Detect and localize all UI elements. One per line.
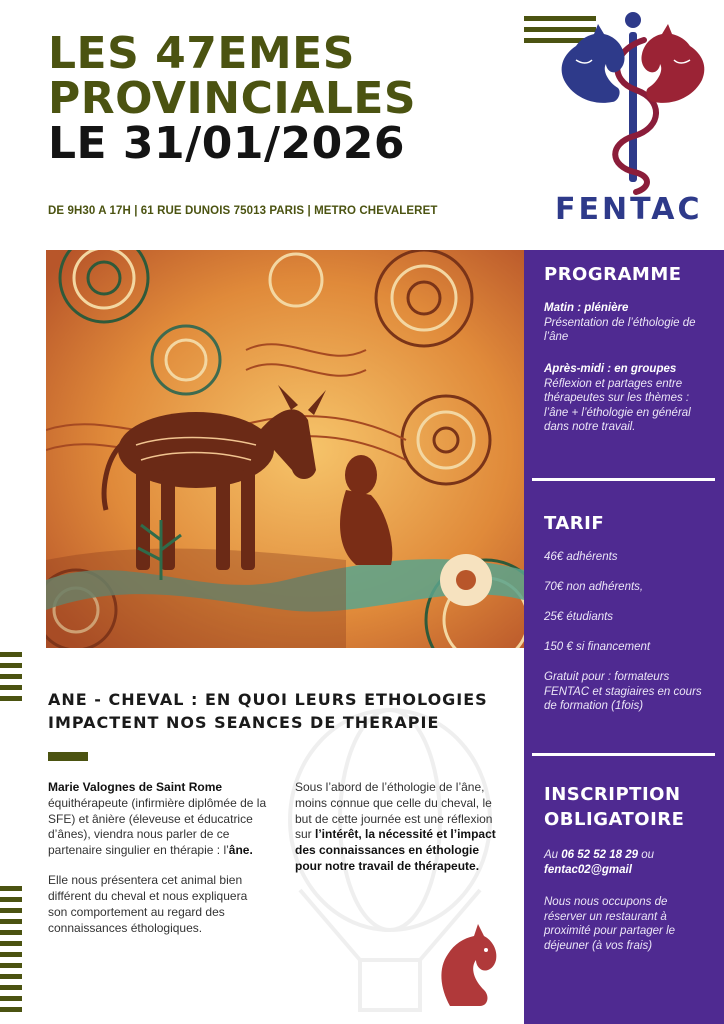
event-date: LE 31/01/2026	[48, 117, 405, 169]
speaker-name: Marie Valognes de Saint Rome	[48, 780, 223, 794]
contact-or: ou	[638, 849, 655, 861]
programme-morning-label: Matin : plénière	[544, 302, 629, 314]
contact-email[interactable]: fentac02@gmail	[544, 863, 632, 876]
decorative-stripes-bottom	[0, 886, 22, 1012]
section-title-line-2: IMPACTENT NOS SEANCES DE THERAPIE	[48, 713, 440, 733]
speaker-description: équithérapeute (infirmière diplômée de la SFE) et ânière (éleveuse et éducatrice d’ânes), viendra nous parler de ce partenaire singulier en thérapie : l’	[48, 795, 267, 858]
tarif-free: Gratuit pour : formateurs FENTAC et stagiaires en cours de formation (1fois)	[544, 671, 702, 713]
programme-morning	[544, 301, 712, 345]
section-title-line-1: ANE - CHEVAL : EN QUOI LEURS ETHOLOGIES	[48, 690, 488, 709]
tarif-item: 70€ non adhérents,	[544, 581, 644, 593]
contact-prefix: Au	[544, 849, 562, 861]
event-title	[48, 28, 417, 169]
inscription-heading	[544, 782, 684, 832]
inscription-heading-line-2: OBLIGATOIRE	[544, 809, 685, 831]
fentac-logo-text: FENTAC	[555, 192, 703, 227]
donkey-artwork-image	[46, 250, 524, 648]
tarif-item: 150 € si financement	[544, 641, 651, 653]
title-line-2: PROVINCIALES	[48, 72, 417, 124]
purpose-text: Sous l’abord de l’éthologie de l’âne, moins connue que celle du cheval, le but de cette journée est une réflexion sur	[295, 780, 493, 842]
speaker-column	[48, 780, 268, 950]
purpose-column	[295, 780, 505, 889]
accent-bar	[48, 752, 88, 761]
title-line-1: LES 47EMES	[48, 28, 355, 79]
divider	[532, 478, 715, 481]
inscription-heading-line-1: INSCRIPTION	[544, 784, 681, 805]
contact-phone[interactable]: 06 52 52 18 29	[561, 849, 639, 861]
purpose-highlight: l’intérêt, la nécessité et l’impact des connaissances en éthologie pour notre travail de thérapeute.	[295, 827, 496, 874]
event-info: DE 9H30 A 17H | 61 RUE DUNOIS 75013 PARIS | METRO CHEVALERET	[48, 205, 438, 217]
tarif-item: 25€ étudiants	[544, 611, 614, 623]
programme-afternoon	[544, 362, 712, 435]
decorative-stripes-left	[0, 652, 22, 701]
speaker-presentation: Elle nous présentera cet animal bien différent du cheval et nous expliquera son comportement au regard des connaissances éthologiques.	[48, 873, 248, 935]
programme-afternoon-label: Après-midi : en groupes	[544, 363, 677, 375]
tarif-heading: TARIF	[544, 513, 605, 534]
info-sidebar	[524, 250, 724, 1024]
tarif-item: 46€ adhérents	[544, 551, 618, 563]
inscription-note: Nous nous occupons de réserver un restaurant à proximité pour partager le déjeuner (à vos frais)	[544, 896, 676, 952]
programme-heading: PROGRAMME	[544, 264, 682, 285]
programme-morning-text: Présentation de l’éthologie de l’âne	[544, 316, 696, 344]
divider	[532, 753, 715, 756]
section-title	[48, 688, 488, 734]
programme-afternoon-text: Réflexion et partages entre thérapeutes sur les thèmes : l’âne + l’éthologie en général dans notre travail.	[544, 377, 691, 434]
inscription-contact	[544, 848, 712, 877]
horse-head-icon	[430, 918, 500, 1008]
speaker-topic: âne.	[228, 843, 253, 858]
